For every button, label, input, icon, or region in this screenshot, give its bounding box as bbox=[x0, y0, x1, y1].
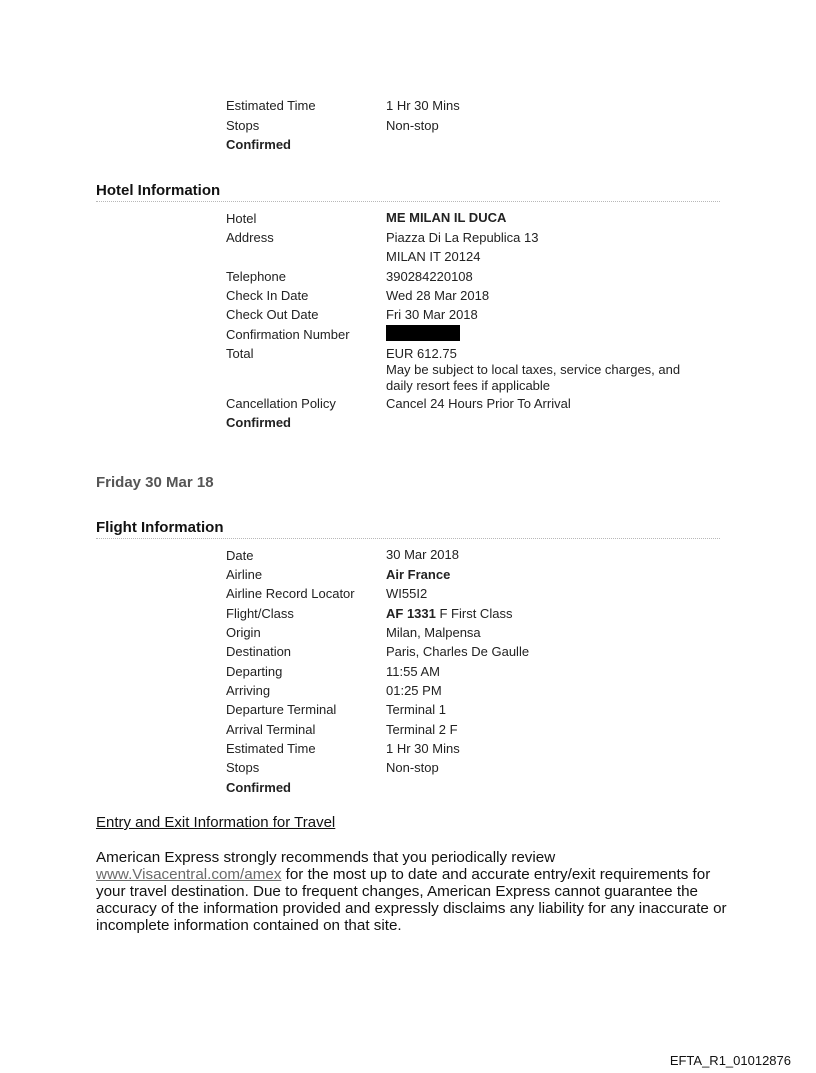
flight-stops-value: Non-stop bbox=[386, 760, 439, 775]
hotel-section-title: Hotel Information bbox=[96, 182, 720, 202]
origin-value: Milan, Malpensa bbox=[386, 625, 481, 640]
airline-value: Air France bbox=[386, 567, 451, 582]
flight-class-value bbox=[386, 606, 726, 622]
arriving-value: 01:25 PM bbox=[386, 683, 442, 698]
document-id: EFTA_R1_01012876 bbox=[669, 1053, 791, 1068]
airline-label: Airline bbox=[226, 567, 263, 582]
address-label: Address bbox=[226, 230, 274, 245]
flight-estimated-time-label: Estimated Time bbox=[226, 741, 316, 756]
confirmation-label: Confirmation Number bbox=[226, 327, 350, 342]
flight-stops-label: Stops bbox=[226, 760, 260, 775]
hotel-label: Hotel bbox=[226, 211, 257, 226]
address-line1: Piazza Di La Republica 13 bbox=[386, 230, 539, 245]
departure-terminal-label: Departure Terminal bbox=[226, 702, 337, 717]
entry-exit-paragraph bbox=[96, 849, 736, 934]
date-value: 30 Mar 2018 bbox=[386, 547, 459, 562]
top-status: Confirmed bbox=[226, 137, 291, 152]
flight-class-label: Flight/Class bbox=[226, 606, 294, 621]
visacentral-link[interactable]: www.Visacentral.com/amex bbox=[96, 866, 282, 883]
entry-text-after: for the most up to date and accurate entry/exit requirements for your travel destination. Due to frequent changes, American Express cannot guarantee the accuracy of the information provided and expressly disclaims any liability for any inaccurate or incomplete information contained on that site. bbox=[96, 866, 727, 934]
departing-label: Departing bbox=[226, 664, 283, 679]
redaction-box bbox=[386, 325, 460, 341]
arriving-label: Arriving bbox=[226, 683, 271, 698]
departure-terminal-value: Terminal 1 bbox=[386, 702, 446, 717]
checkout-value: Fri 30 Mar 2018 bbox=[386, 307, 478, 322]
checkout-label: Check Out Date bbox=[226, 307, 319, 322]
flight-status: Confirmed bbox=[226, 780, 291, 795]
total-label: Total bbox=[226, 346, 254, 361]
flight-section-title: Flight Information bbox=[96, 519, 720, 539]
stops-label: Stops bbox=[226, 118, 260, 133]
checkin-label: Check In Date bbox=[226, 288, 309, 303]
departing-value: 11:55 AM bbox=[386, 664, 440, 679]
flight-number: AF 1331 bbox=[386, 606, 436, 621]
confirmation-value bbox=[386, 325, 726, 341]
locator-label: Airline Record Locator bbox=[226, 586, 355, 601]
hotel-name: ME MILAN IL DUCA bbox=[386, 210, 507, 225]
arrival-terminal-label: Arrival Terminal bbox=[226, 722, 316, 737]
arrival-terminal-value: Terminal 2 F bbox=[386, 722, 458, 737]
origin-label: Origin bbox=[226, 625, 261, 640]
cabin-class: F First Class bbox=[439, 606, 513, 621]
total-note: May be subject to local taxes, service charges, and daily resort fees if applicable bbox=[386, 362, 681, 393]
cancellation-label: Cancellation Policy bbox=[226, 396, 336, 411]
destination-label: Destination bbox=[226, 644, 292, 659]
telephone-value: 390284220108 bbox=[386, 269, 473, 284]
date-label: Date bbox=[226, 548, 254, 563]
address-line2: MILAN IT 20124 bbox=[386, 249, 481, 264]
checkin-value: Wed 28 Mar 2018 bbox=[386, 288, 490, 303]
estimated-time-label: Estimated Time bbox=[226, 98, 316, 113]
entry-exit-title: Entry and Exit Information for Travel bbox=[96, 814, 336, 831]
stops-value: Non-stop bbox=[386, 118, 439, 133]
hotel-status: Confirmed bbox=[226, 415, 291, 430]
total-value: EUR 612.75 bbox=[386, 346, 457, 361]
day-header: Friday 30 Mar 18 bbox=[96, 474, 214, 491]
telephone-label: Telephone bbox=[226, 269, 286, 284]
cancellation-value: Cancel 24 Hours Prior To Arrival bbox=[386, 396, 571, 411]
destination-value: Paris, Charles De Gaulle bbox=[386, 644, 530, 659]
entry-text-before: American Express strongly recommends that you periodically review bbox=[96, 849, 556, 866]
flight-estimated-time-value: 1 Hr 30 Mins bbox=[386, 741, 460, 756]
locator-value: WI55I2 bbox=[386, 586, 428, 601]
estimated-time-value: 1 Hr 30 Mins bbox=[386, 98, 460, 113]
